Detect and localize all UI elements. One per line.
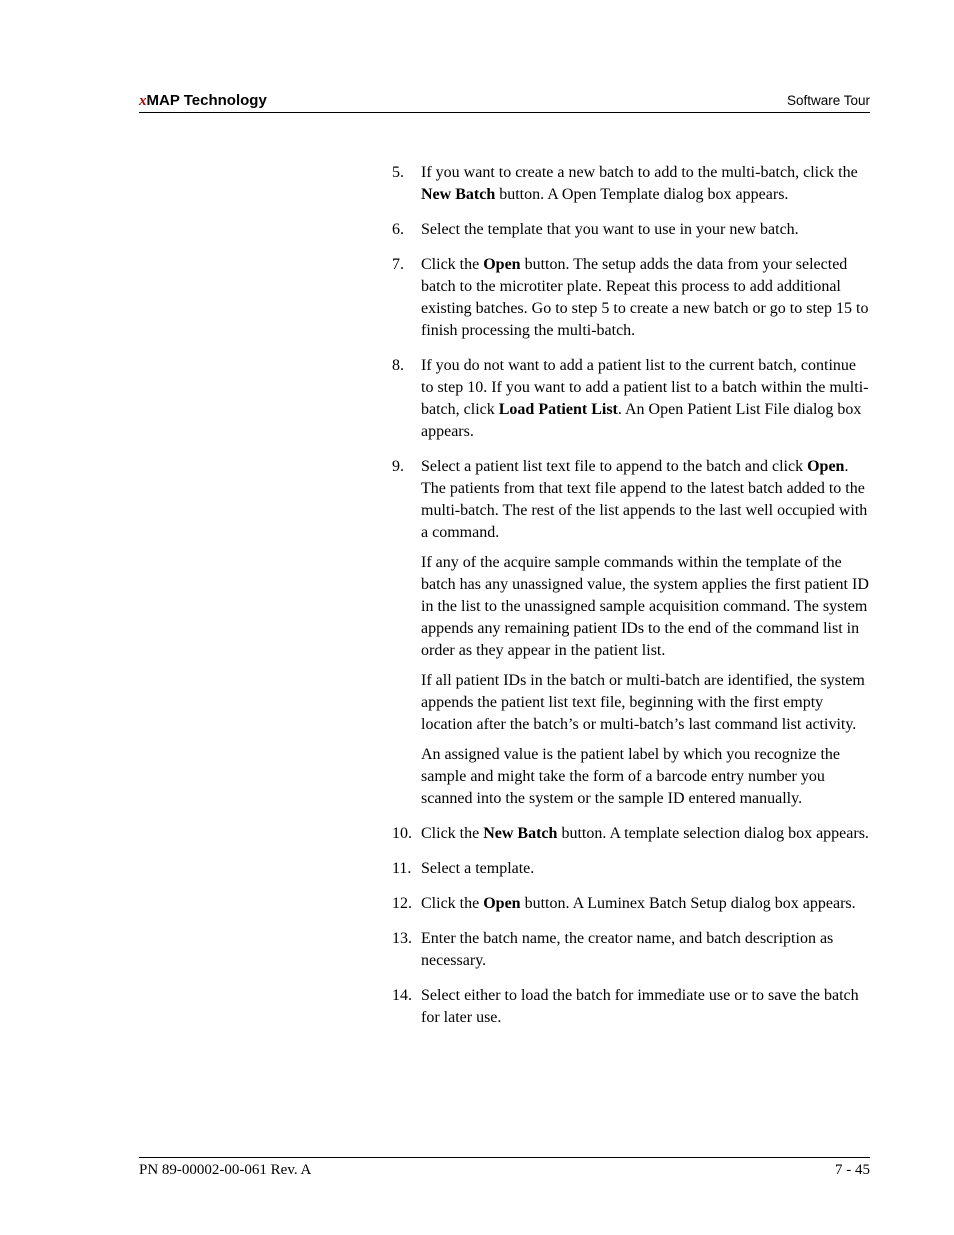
step-number: 12. [392,895,412,912]
step-text: Enter the batch name, the creator name, and batch description as necessary. [421,930,834,969]
step-note: If any of the acquire sample commands within the template of the batch has any unassigned value, the system applies the first patient ID in the list to the unassigned sample acquisition command. The system appends any remaining patient IDs to the end of the command list in order as they appear in the patient list. [421,554,869,659]
step-number: 11. [392,860,412,877]
step-note: If all patient IDs in the batch or multi-batch are identified, the system appends the patient list text file, beginning with the first empty location after the batch’s or multi-batch’s last command list activity. [421,672,865,733]
brand-x: x [139,93,147,109]
step-number: 14. [392,987,412,1004]
step-text: Select the template that you want to use in your new batch. [421,221,799,238]
step-text: Select either to load the batch for immediate use or to save the batch for later use. [421,987,859,1026]
brand-rest: MAP Technology [146,92,267,109]
step-text: Click the Open button. The setup adds the data from your selected batch to the microtiter plate. Repeat this process to add additional existing batches. Go to step 5 to create a new batch or go to step 15 to finish processing the multi-batch. [421,256,869,339]
step-8 [392,355,872,443]
step-number: 10. [392,825,412,842]
step-11 [392,858,872,880]
ui-term: New Batch [483,825,558,842]
step-14 [392,985,872,1029]
step-text: Click the New Batch button. A template selection dialog box appears. [421,825,869,842]
step-number: 8. [392,357,404,374]
step-number: 9. [392,458,404,475]
step-12 [392,893,872,915]
step-text: Select a template. [421,860,535,877]
step-13 [392,928,872,972]
procedure-steps [392,162,872,1042]
ui-term: Open [483,256,521,273]
step-number: 5. [392,164,404,181]
step-note: An assigned value is the patient label by which you recognize the sample and might take the form of a barcode entry number you scanned into the system or the sample ID entered manually. [421,746,840,807]
step-number: 7. [392,256,404,273]
step-9 [392,456,872,810]
page-header [139,90,870,113]
page-number: 7 - 45 [835,1162,870,1178]
step-10 [392,823,872,845]
step-number: 13. [392,930,412,947]
section-title: Software Tour [786,93,870,108]
step-number: 6. [392,221,404,238]
part-number: PN 89-00002-00-061 Rev. A [139,1162,312,1178]
step-6 [392,219,872,241]
step-text: Click the Open button. A Luminex Batch Setup dialog box appears. [421,895,856,912]
page-footer [139,1157,870,1178]
ui-term: Load Patient List [498,401,618,418]
step-text: If you do not want to add a patient list to the current batch, continue to step 10. If you want to add a patient list to a batch within the multi-batch, click Load Patient List. An Open Patient List File dialog box appears. [421,357,869,440]
ui-term: Open [807,458,845,475]
step-5 [392,162,872,206]
ui-term: New Batch [421,186,496,203]
brand-title [139,92,267,110]
ui-term: Open [483,895,521,912]
step-text: If you want to create a new batch to add to the multi-batch, click the New Batch button. A Open Template dialog box appears. [421,164,858,203]
step-text: Select a patient list text file to append to the batch and click Open. The patients from that text file append to the latest batch added to the multi-batch. The rest of the list appends to the last well occupied with a command. [421,458,868,541]
step-7 [392,254,872,342]
